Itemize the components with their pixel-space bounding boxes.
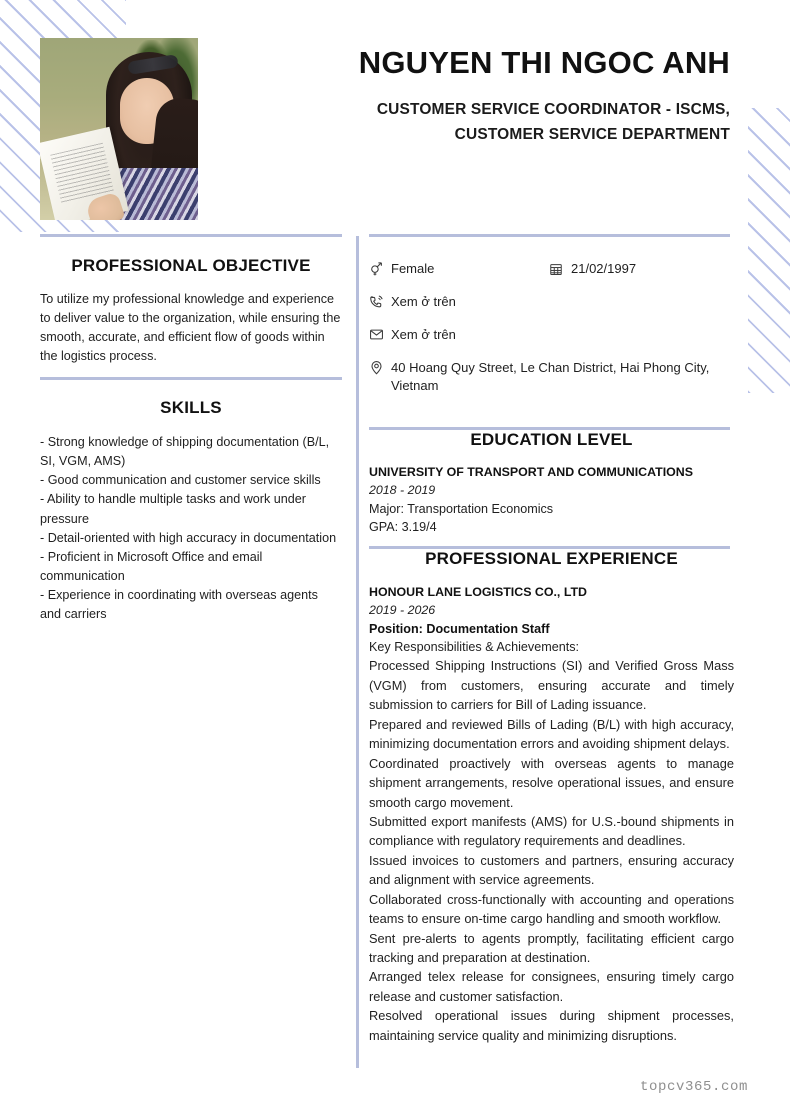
divider-header-bottom bbox=[40, 234, 342, 237]
divider-objective-skills bbox=[40, 377, 342, 380]
job-title-line-2: CUSTOMER SERVICE DEPARTMENT bbox=[454, 125, 730, 143]
experience-title: PROFESSIONAL EXPERIENCE bbox=[425, 549, 678, 568]
list-item: - Good communication and customer service skills bbox=[40, 473, 321, 488]
list-item: Issued invoices to customers and partners, ensuring accuracy and alignment with service agreements. bbox=[369, 852, 734, 888]
education-school: UNIVERSITY OF TRANSPORT AND COMMUNICATIONS bbox=[369, 465, 693, 479]
contact-row-email bbox=[369, 326, 734, 345]
experience-responsibilities-label: Key Responsibilities & Achievements: bbox=[369, 640, 579, 655]
section-experience bbox=[369, 549, 734, 1045]
birthday-value: 21/02/1997 bbox=[571, 261, 637, 276]
objective-text: To utilize my professional knowledge and experience to deliver value to the organization, while ensuring the smooth, accurate, and efficient flow of goods within the logistics process. bbox=[40, 292, 341, 364]
list-item: - Detail-oriented with high accuracy in documentation bbox=[40, 530, 337, 545]
contact-birthday bbox=[549, 260, 636, 279]
list-item: - Experience in coordinating with overseas agents and carriers bbox=[40, 588, 318, 622]
phone-value: Xem ở trên bbox=[391, 293, 456, 309]
section-skills bbox=[40, 398, 342, 624]
list-item: Processed Shipping Instructions (SI) and Verified Gross Mass (VGM) from customers, ensuring accurate and timely submission to carriers for Bill of Lading issuance. bbox=[369, 658, 734, 713]
list-item: Prepared and reviewed Bills of Lading (B/L) with high accuracy, minimizing documentation errors and avoiding shipment delays. bbox=[369, 716, 734, 752]
skills-list bbox=[40, 433, 342, 624]
job-title bbox=[300, 97, 730, 147]
contact-row-gender-birthday bbox=[369, 260, 734, 279]
divider-contact-education bbox=[369, 427, 730, 430]
objective-title: PROFESSIONAL OBJECTIVE bbox=[71, 256, 311, 275]
contact-info bbox=[369, 260, 734, 410]
education-title: EDUCATION LEVEL bbox=[470, 430, 633, 449]
divider-header-bottom-right bbox=[369, 234, 730, 237]
address-value: 40 Hoang Quy Street, Le Chan District, Hai Phong City, Vietnam bbox=[391, 359, 710, 394]
section-professional-objective bbox=[40, 256, 342, 367]
name-and-title-block bbox=[300, 46, 730, 147]
list-item: - Strong knowledge of shipping documentation (B/L, SI, VGM, AMS) bbox=[40, 435, 330, 469]
gender-icon bbox=[369, 260, 391, 277]
skills-title: SKILLS bbox=[160, 398, 222, 417]
contact-row-phone bbox=[369, 293, 734, 312]
list-item: - Ability to handle multiple tasks and work under pressure bbox=[40, 492, 307, 526]
footer-watermark: topcv365.com bbox=[639, 1079, 748, 1095]
list-item: Coordinated proactively with overseas agents to manage shipment arrangements, resolve operational issues, and ensure smooth cargo movement. bbox=[369, 755, 734, 810]
list-item: Arranged telex release for consignees, ensuring timely cargo release and customer satisfaction. bbox=[369, 969, 734, 1004]
contact-row-address bbox=[369, 359, 734, 397]
list-item: Sent pre-alerts to agents promptly, facilitating efficient cargo tracking and preparation at destination. bbox=[369, 930, 734, 966]
list-item: Resolved operational issues during shipment processes, maintaining service quality and minimizing disruptions. bbox=[369, 1008, 734, 1043]
profile-photo bbox=[40, 38, 198, 220]
education-gpa: GPA: 3.19/4 bbox=[369, 520, 437, 535]
location-icon bbox=[369, 359, 391, 376]
section-education bbox=[369, 430, 734, 536]
candidate-name: NGUYEN THI NGOC ANH bbox=[358, 45, 730, 80]
list-item: Collaborated cross-functionally with accounting and operations teams to ensure on-time cargo handling and smooth workflow. bbox=[369, 891, 734, 927]
education-dates: 2018 - 2019 bbox=[369, 482, 436, 497]
mail-icon bbox=[369, 326, 391, 343]
list-item: - Proficient in Microsoft Office and email communication bbox=[40, 549, 263, 583]
list-item: Submitted export manifests (AMS) for U.S.-bound shipments in compliance with regulatory requirements and deadlines. bbox=[369, 813, 734, 849]
email-value: Xem ở trên bbox=[391, 326, 456, 342]
experience-dates: 2019 - 2026 bbox=[369, 602, 436, 617]
job-title-line-1: CUSTOMER SERVICE COORDINATOR - ISCMS, bbox=[376, 100, 730, 118]
phone-icon bbox=[369, 293, 391, 310]
contact-gender bbox=[369, 260, 549, 279]
calendar-icon bbox=[549, 260, 571, 277]
divider-column-vertical bbox=[356, 236, 359, 1068]
cv-header bbox=[0, 0, 790, 232]
gender-value: Female bbox=[391, 261, 435, 276]
divider-education-experience bbox=[369, 546, 730, 549]
education-major: Major: Transportation Economics bbox=[369, 501, 554, 516]
experience-company: HONOUR LANE LOGISTICS CO., LTD bbox=[369, 585, 587, 599]
experience-position: Position: Documentation Staff bbox=[369, 621, 550, 636]
